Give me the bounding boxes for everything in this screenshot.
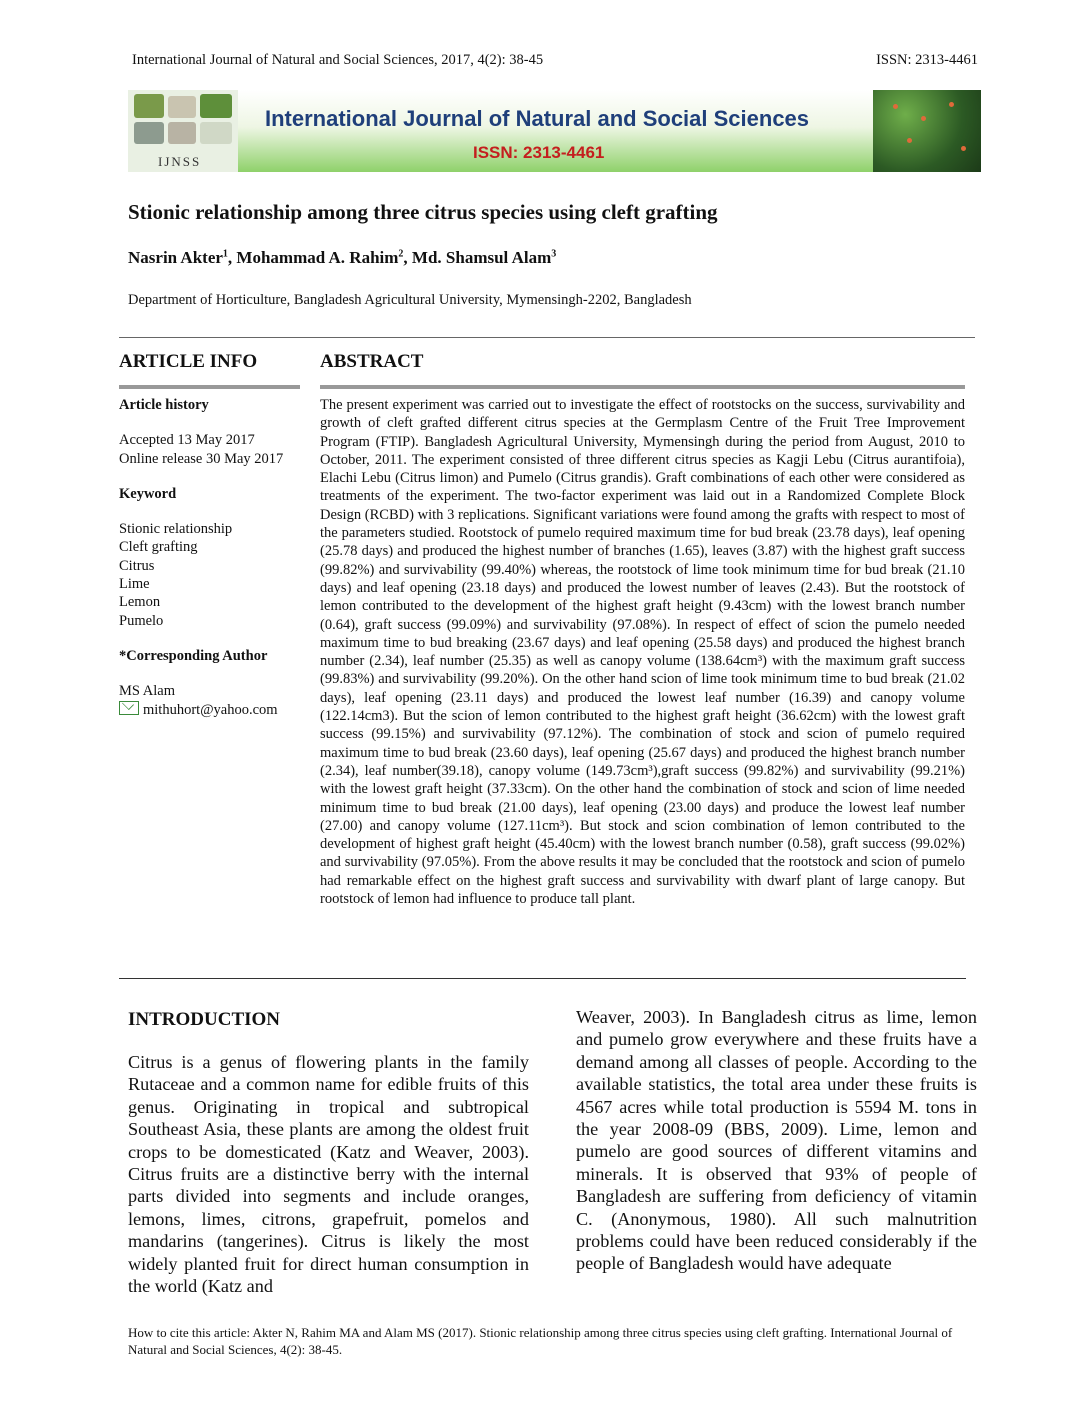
author-name: Md. Shamsul Alam (411, 248, 552, 267)
banner-photo (873, 90, 981, 172)
logo-text: IJNSS (158, 154, 202, 169)
journal-citation-line: International Journal of Natural and Social Sciences, 2017, 4(2): 38-45 (132, 52, 544, 68)
accepted-date: Accepted 13 May 2017 (119, 432, 255, 449)
corresponding-author-heading: *Corresponding Author (119, 647, 268, 664)
author-affiliation-mark: 3 (551, 248, 557, 260)
email-line (119, 701, 319, 719)
article-title: Stionic relationship among three citrus species using cleft grafting (128, 200, 718, 224)
divider (119, 385, 300, 389)
online-release-date: Online release 30 May 2017 (119, 450, 284, 467)
author-list (128, 248, 556, 268)
divider (119, 978, 966, 979)
keyword-item: Pumelo (119, 612, 164, 629)
author-affiliation-mark: 2 (398, 248, 404, 260)
email-link[interactable]: mithuhort@yahoo.com (143, 701, 278, 718)
envelope-icon (119, 701, 139, 715)
introduction-heading: INTRODUCTION (128, 1009, 281, 1030)
introduction-column-left: Citrus is a genus of flowering plants in the family Rutaceae and a common name for edible fruits of this genus. Originating in tropical and subtropical Southeast Asia, these plants are among the oldest fruit crops to be domesticated (Katz and Weaver, 2003). Citrus fruits are a distinctive berry with the internal parts divided into segments and include oranges, lemons, limes, citrons, grapefruit, pomelos and mandarins (tangerines). Citrus is likely the most widely planted fruit for direct human consumption in the world (Katz and (128, 1052, 529, 1297)
divider (320, 385, 965, 389)
keyword-item: Cleft grafting (119, 539, 198, 556)
keyword-item: Lime (119, 576, 150, 593)
banner-journal-title: International Journal of Natural and Social Sciences (265, 106, 810, 131)
citation-footer: How to cite this article: Akter N, Rahim MA and Alam MS (2017). Stionic relationship among three citrus species using cleft grafting. International Journal of Natural and Social Sciences, 4(2): 38-45. (128, 1325, 953, 1357)
author-separator: , (227, 248, 237, 267)
keyword-item: Lemon (119, 594, 161, 611)
divider (119, 337, 975, 338)
article-info-panel (119, 396, 319, 719)
abstract-heading: ABSTRACT (320, 351, 424, 372)
article-history-heading: Article history (119, 397, 209, 413)
keyword-heading: Keyword (119, 485, 177, 502)
author-separator: , (403, 248, 412, 267)
author-name: Nasrin Akter (128, 248, 223, 267)
journal-logo (128, 90, 238, 172)
introduction-column-right: Weaver, 2003). In Bangladesh citrus as lime, lemon and pumelo grow everywhere and these fruits have a demand among all classes of people. According to the available statistics, the total area under these fruits is 4567 acres while total production is 5594 M. tons in the year 2008-09 (BBS, 2009). Lime, lemon and pumelo are good sources of different vitamins and minerals. It is observed that 93% of people of Bangladesh are suffering from deficiency of vitamin C. (Anonymous, 1980). All such malnutrition problems could have been reduced considerably if the people of Bangladesh would have adequate (576, 1007, 977, 1274)
running-head (132, 52, 978, 69)
affiliation: Department of Horticulture, Bangladesh Agricultural University, Mymensingh-2202, Bangladesh (128, 292, 692, 308)
keyword-item: Stionic relationship (119, 521, 233, 538)
banner-issn: ISSN: 2313-4461 (473, 143, 605, 162)
author-affiliation-mark: 1 (222, 248, 228, 260)
keyword-item: Citrus (119, 557, 155, 574)
issn-line: ISSN: 2313-4461 (876, 52, 978, 68)
abstract-text: The present experiment was carried out to investigate the effect of rootstocks on the success, survivability and growth of cleft grafted different citrus species at the Germplasm Centre of the Fruit Tree Improvement Program (FTIP). Bangladesh Agricultural University, Mymensingh during the period from August, 2010 to October, 2011. The experiment consisted of three different citrus species as Kagji Lebu (Citrus aurantifoia), Elachi Lebu (Citrus limon) and Pumelo (Citrus grandis). Graft combinations of each other were considered as treatments of the experiment. The two-factor experiment was laid out in a Randomized Complete Block Design (RCBD) with 3 replications. Significant variations were found among the grafts with respect to most of the parameters studied. Rootstock of pumelo required maximum time for bud break (23.78 days), leaf opening (25.78 days) and produced the highest number of branches (1.65), leaves (3.87) with the highest graft success (99.82%) and survivability (99.40%) whereas, the rootstock of lime took minimum time for bud break (21.10 days) and leaf opening (23.18 days) and produced the lowest number of leaves (2.43). But the rootstock of lemon contributed to the development of the highest graft height (9.43cm) with the lowest branch number (0.64), graft success (99.09%) and survivability (97.08%). In respect of effect of scion the pumelo needed maximum time to bud breaking (23.67 days) and leaf opening (25.58 days) and produced the highest branch number (2.34), leaf number (25.35) as well as canopy volume (138.64cm³) with the maximum graft success (99.83%) and survivability (99.20%). On the other hand scion of lime took minimum time to bud break (21.02 days), leaf opening (23.11 days) and produced the lowest leaf number (16.39) and canopy volume (122.14cm3). But the scion of lemon contributed to the highest graft height (36.62cm) with the lowest graft success (99.15%) and survivability (97.12%). The combination of stock and scion of pumelo required maximum time to bud break (23.60 days), leaf opening (25.67 days) and produced the highest branch number (2.34), leaf number(39.18), canopy volume (149.73cm³),graft success (99.82%) and survivability (99.21%) with the lowest graft height (37.33cm). On the other hand the combination of stock and scion of lime needed minimum time to bud break (21.00 days), leaf opening (23.00 days) and produce the lowest leaf number (27.00) and canopy volume (127.11cm³). But stock and scion combination of lemon contributed to the development of highest graft height (45.40cm) with the lowest branch number (0.58), graft success (99.02%) and survivability (97.05%). From the above results it may be concluded that the rootstock and scion of pumelo had remarkable effect on the highest graft success and survivability with dwarf plant of large canopy. But rootstock of lemon had influence to produce tall plant. (320, 397, 965, 908)
corresponding-author-name: MS Alam (119, 683, 175, 700)
journal-banner (128, 90, 981, 172)
author-name: Mohammad A. Rahim (236, 248, 399, 267)
article-info-heading: ARTICLE INFO (119, 351, 258, 372)
